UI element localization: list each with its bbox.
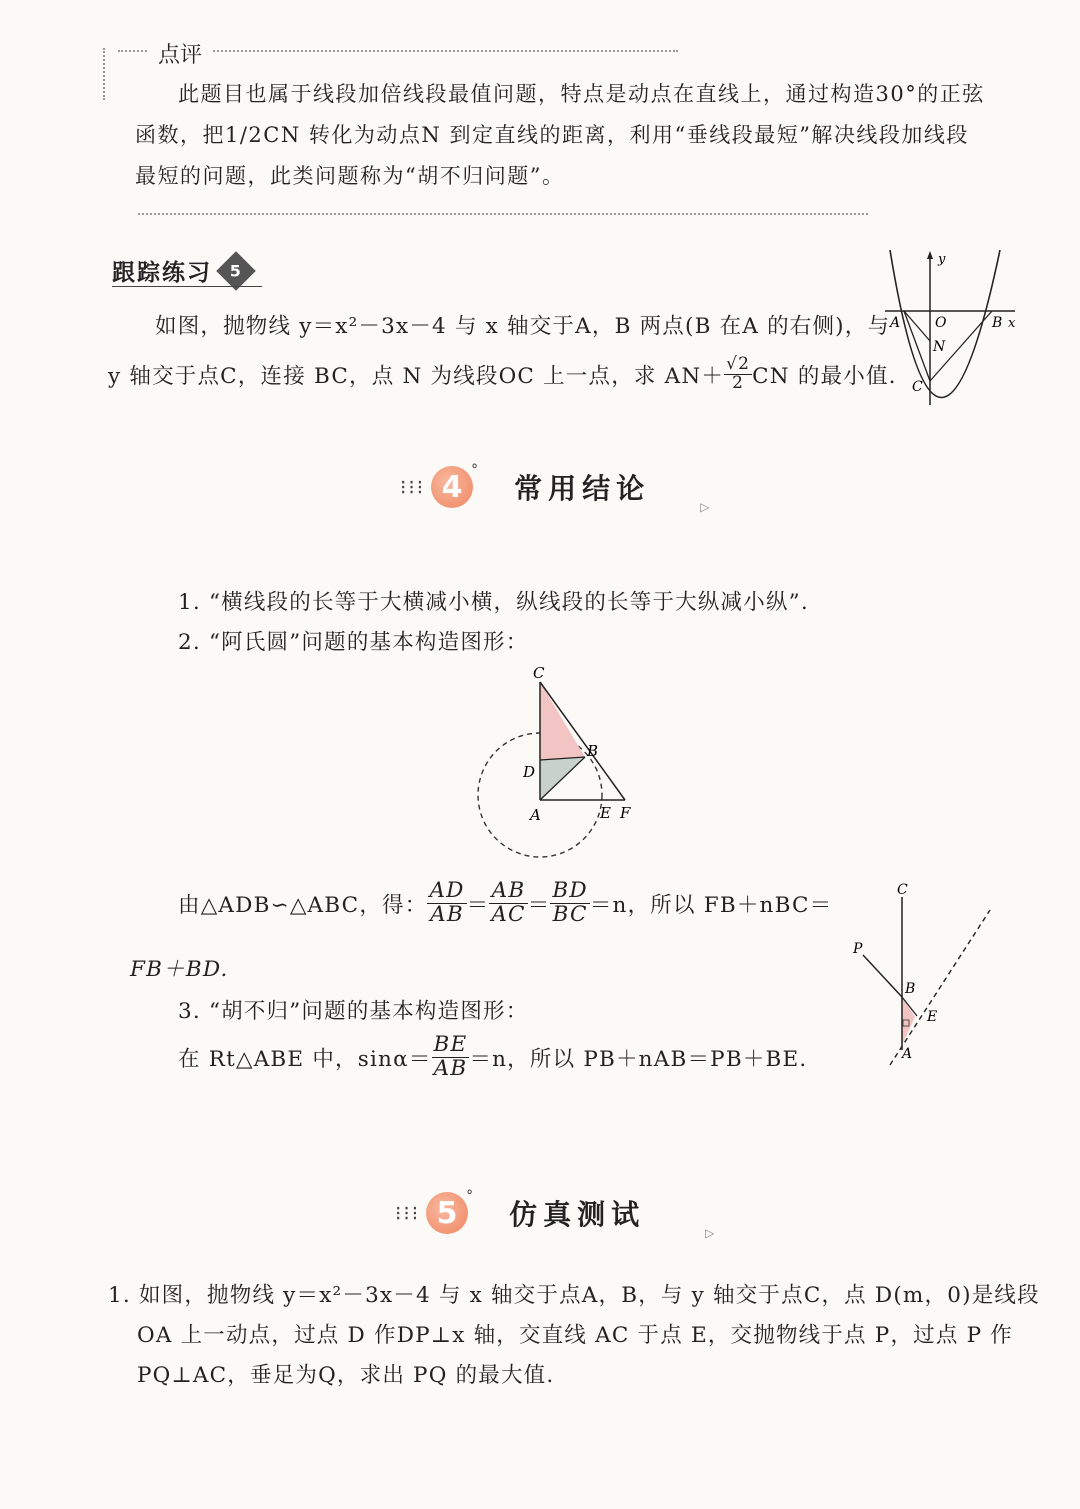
section-5-header — [395, 1186, 714, 1240]
apollonius-figure — [470, 660, 640, 870]
comment-line-2: 函数，把1/2CN 转化为动点N 到定直线的距离，利用“垂线段最短”解决线段加线段 — [135, 123, 969, 147]
practice-line-2-pre: y 轴交于点C，连接 BC，点 N 为线段OC 上一点，求 AN＋ — [108, 363, 725, 389]
frac-num: BD — [552, 878, 588, 903]
comment-left-border — [103, 48, 105, 100]
question-1-line-1: 1. 如图，抛物线 y＝x²－3x－4 与 x 轴交于点A，B，与 y 轴交于点C，点 D(m，0)是线段 — [108, 1283, 1040, 1308]
eq2-pre: 在 Rt△ABE 中，sinα＝ — [178, 1046, 432, 1072]
question-1-line-2: OA 上一动点，过点 D 作DP⊥x 轴，交直线 AC 于点 E，交抛物线于点 P，过点 P 作 — [137, 1323, 1013, 1348]
practice-title: 跟踪练习 — [112, 260, 212, 286]
frac-den: 2 — [732, 372, 745, 393]
conclusion-item-2: 2. “阿氏圆”问题的基本构造图形： — [178, 630, 529, 655]
equation-1-line-2: FB＋BD. — [130, 957, 229, 982]
label-D: D — [523, 763, 536, 781]
equation-2 — [178, 1034, 807, 1080]
section-4-degree: ° — [471, 462, 479, 478]
section-5-dots: ⁝⁝⁝ — [395, 1201, 421, 1225]
equation-1 — [178, 880, 832, 926]
section-5-number: 5 — [426, 1192, 468, 1234]
practice-badge: 5 — [216, 251, 256, 291]
label-P: P — [853, 941, 863, 957]
label-A: A — [902, 1046, 913, 1062]
frac-den: AC — [491, 901, 526, 927]
label-C: C — [912, 379, 923, 395]
label-B: B — [992, 315, 1003, 331]
section-5-arrow-icon: ▷ — [705, 1226, 715, 1240]
practice-line-2 — [108, 356, 897, 393]
comment-heading: 点评 — [148, 38, 212, 69]
section-5-title: 仿真测试 — [509, 1198, 646, 1231]
eq2-post: ＝n，所以 PB＋nAB＝PB＋BE. — [469, 1046, 808, 1072]
conclusion-item-1: 1. “横线段的长等于大横减小横，纵线段的长等于大纵减小纵”. — [178, 590, 809, 615]
frac-den: AB — [433, 1055, 468, 1081]
practice-header — [112, 254, 250, 287]
question-1-line-3: PQ⊥AC，垂足为Q，求出 PQ 的最大值. — [137, 1363, 555, 1388]
eq1-pre: 由△ADB∽△ABC，得： — [178, 892, 428, 918]
conclusion-item-3: 3. “胡不归”问题的基本构造图形： — [178, 999, 529, 1024]
section-4-dots: ⁝⁝⁝ — [400, 475, 426, 499]
label-F: F — [620, 804, 631, 822]
segment-PB — [863, 955, 902, 997]
comment-line-1: 此题目也属于线段加倍线段最值问题，特点是动点在直线上，通过构造30°的正弦 — [178, 82, 985, 106]
practice-line-2-post: CN 的最小值. — [752, 363, 897, 389]
label-A: A — [530, 806, 541, 824]
frac-AB-AC — [489, 880, 527, 926]
sqrt2-over-2 — [724, 356, 752, 393]
frac-num: AD — [429, 878, 465, 903]
label-y: y — [938, 252, 946, 267]
section-4-header — [400, 460, 709, 514]
label-x: x — [1008, 316, 1016, 331]
triangle-upper-fill — [540, 682, 585, 760]
hubugui-figure — [845, 875, 1005, 1070]
frac-AD-AB — [427, 880, 466, 926]
comment-line-3: 最短的问题，此类问题称为“胡不归问题”。 — [135, 164, 565, 188]
y-axis-arrow — [927, 251, 933, 259]
frac-den: AB — [430, 901, 464, 927]
section-4-arrow-icon: ▷ — [700, 500, 710, 514]
section-4-title: 常用结论 — [514, 472, 651, 505]
parabola-figure — [880, 245, 1030, 410]
frac-num: AB — [489, 880, 527, 904]
eq1-post: ＝n，所以 FB＋nBC＝ — [589, 892, 833, 918]
practice-line-1: 如图，抛物线 y＝x²－3x－4 与 x 轴交于A，B 两点(B 在A 的右侧)，与 — [155, 314, 891, 339]
label-A: A — [890, 315, 901, 331]
equals: ＝ — [466, 892, 490, 918]
label-E: E — [927, 1009, 938, 1025]
label-N: N — [933, 339, 946, 355]
label-C: C — [533, 664, 545, 682]
label-O: O — [935, 315, 947, 331]
section-4-number: 4 — [431, 466, 473, 508]
frac-BD-BC — [550, 880, 589, 926]
segment-AC — [904, 311, 930, 381]
label-E: E — [600, 804, 611, 822]
frac-num: √2 — [726, 354, 751, 374]
label-B: B — [905, 981, 916, 997]
practice-underline — [112, 286, 262, 287]
comment-bottom-border — [138, 213, 868, 215]
frac-BE-AB — [432, 1034, 470, 1080]
label-B: B — [587, 742, 599, 760]
equals: ＝ — [527, 892, 551, 918]
section-5-degree: ° — [466, 1188, 474, 1204]
frac-den: BC — [552, 901, 588, 927]
frac-num: BE — [433, 1032, 468, 1057]
label-C: C — [897, 882, 908, 898]
